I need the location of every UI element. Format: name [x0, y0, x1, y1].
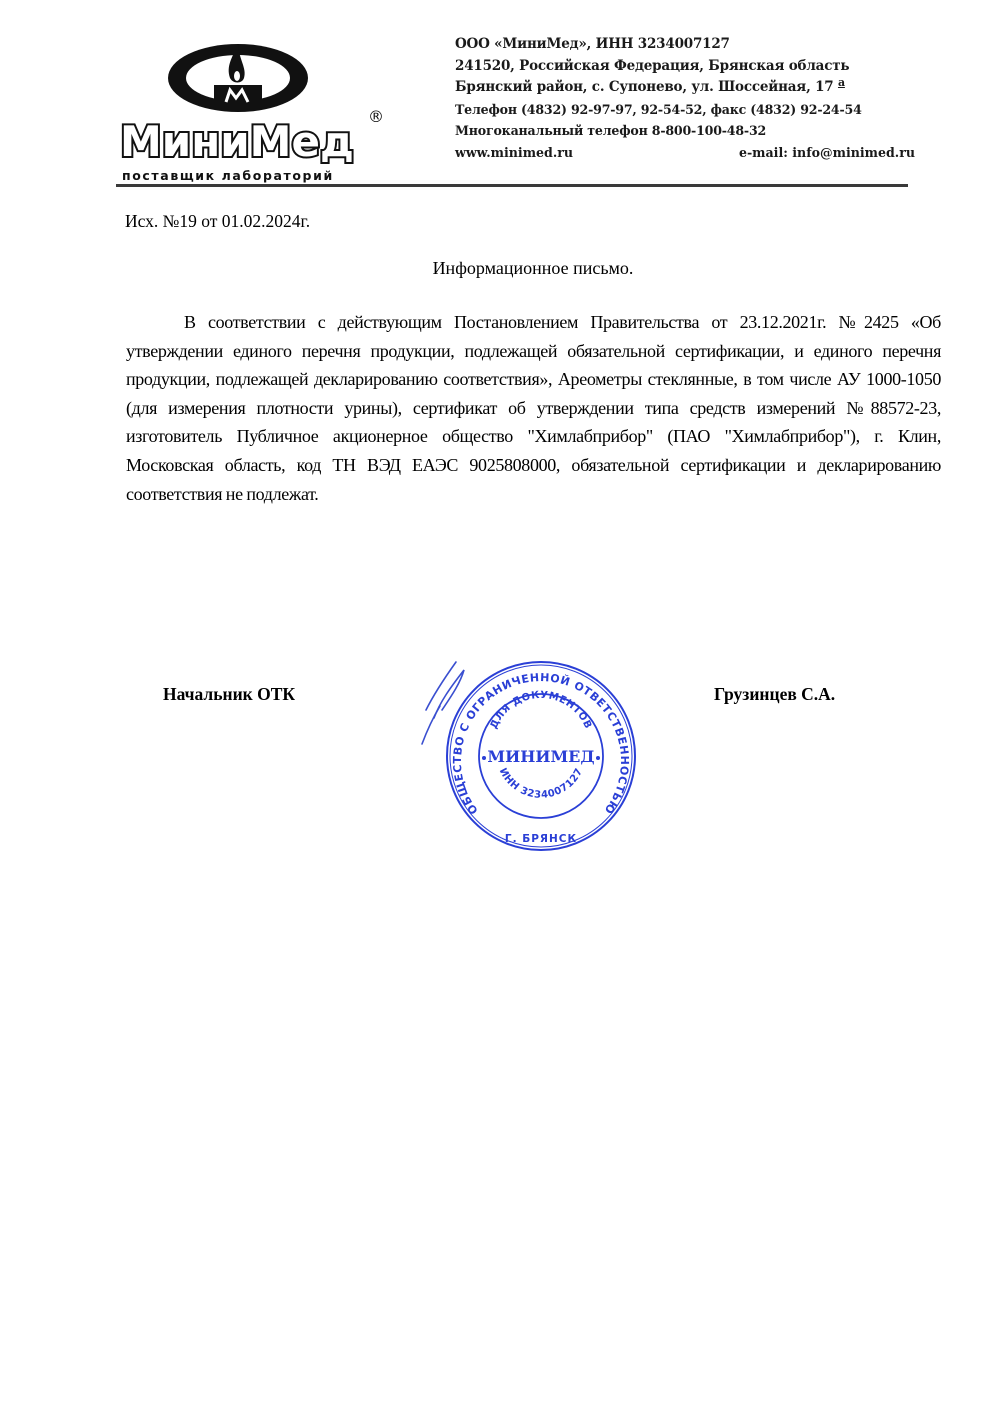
company-hotline-line: Многоканальный телефон 8-800-100-48-32 [455, 123, 767, 138]
company-phone-line: Телефон (4832) 92-97-97, 92-54-52, факс (4832) 92-24-54 [455, 101, 862, 117]
svg-text:ДЛЯ ДОКУМЕНТОВ [489, 690, 594, 731]
body-paragraph: В соответствии с действующим Постановлением Правительства от 23.12.2021г. №2425 «Об утверждении единого перечня продукции, подлежащей обязательной сертификации, и единого перечня продукции, подлежащей декларированию соответствия», Ареометры стеклянные, в том числе АУ 1000-1050 (для измерения плотности урины), сертификат об утверждении типа средств измерений №88572-23, изготовитель Публичное акционерное общество "Химлабприбор" (ПАО "Химлабприбор"), г. Клин, Московская область, код ТН ВЭД ЕАЭС 9025808000, обязательной сертификации и декларированию соответствия не подлежат. [126, 312, 941, 504]
company-name-line: ООО «МиниМед», ИНН 3234007127 [455, 36, 730, 52]
signatory-name: Грузинцев С.А. [714, 684, 836, 704]
letter-body [126, 308, 941, 508]
registered-mark: ® [368, 107, 384, 126]
outgoing-reference: Исх. №19 от 01.02.2024г. [125, 211, 311, 231]
signatory-role: Начальник ОТК [163, 684, 296, 704]
stamp-seal-icon [420, 648, 660, 858]
flame-emblem-icon [118, 40, 398, 185]
header-divider [116, 184, 908, 187]
company-details [455, 34, 915, 163]
company-stamp [420, 648, 660, 858]
stamp-inner-text: ДЛЯ ДОКУМЕНТОВ [488, 689, 594, 731]
letter-title: Информационное письмо. [432, 258, 634, 278]
company-logo [118, 40, 398, 185]
company-website-link[interactable]: www.minimed.ru [455, 144, 574, 160]
stamp-city-text: Г. БРЯНСК [504, 833, 578, 845]
logo-brand-text: МиниМед [120, 117, 354, 166]
svg-text:ИНН 3234007127 [497, 766, 586, 800]
stamp-outer-text: ОБЩЕСТВО С ОГРАНИЧЕННОЙ ОТВЕТСТВЕННОСТЬЮ [450, 670, 632, 817]
stamp-center-text: МИНИМЕД [487, 747, 595, 766]
company-address-line-1: 241520, Российская Федерация, Брянская область [455, 57, 850, 74]
company-address-line-2: Брянский район, с. Супонево, ул. Шоссейная, 17 $^а$ [455, 76, 845, 95]
company-web-row [455, 142, 915, 164]
stamp-inn-text: ИНН 3234007127 [496, 766, 586, 801]
logo-tagline: поставщик лабораторий [122, 168, 334, 183]
company-email-link[interactable]: e-mail: info@minimed.ru [738, 144, 915, 160]
